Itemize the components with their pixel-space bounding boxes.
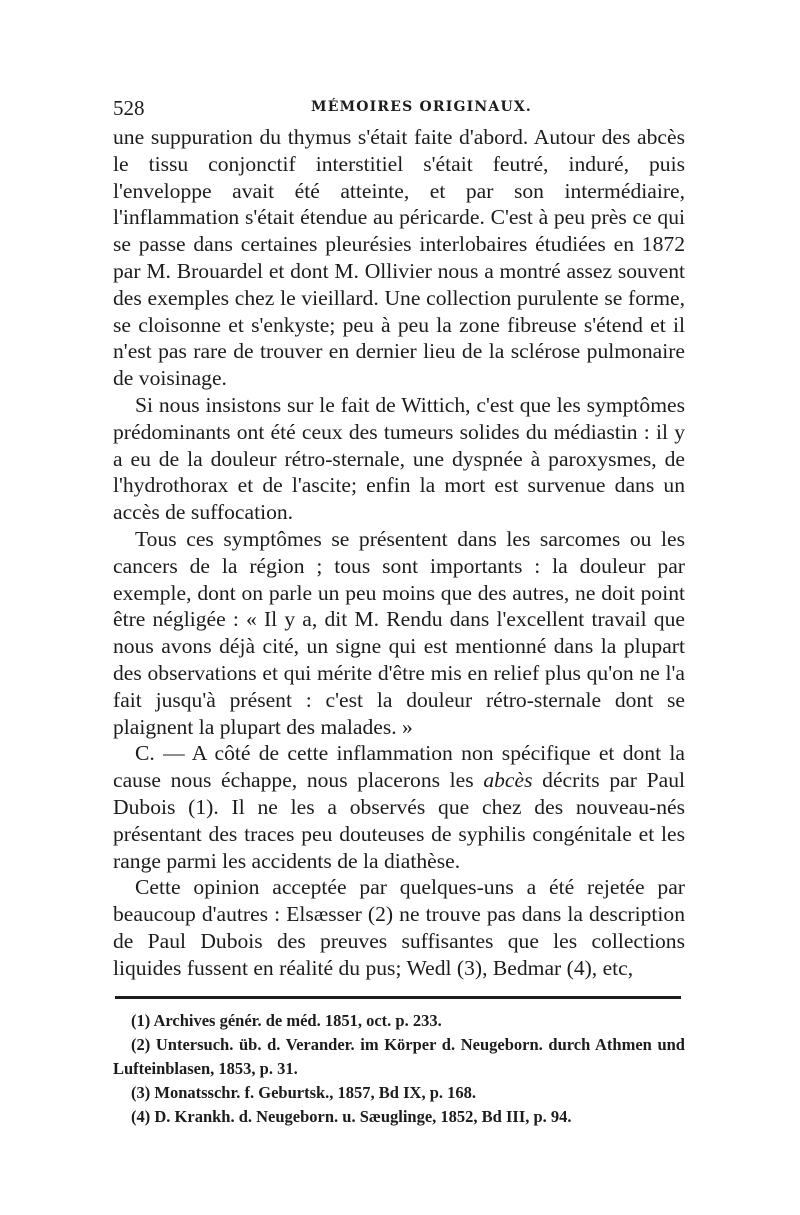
paragraph-text: décrits par Paul Dubois (1). Il ne les a observés que chez des nouveau-nés présentant des traces peu douteuses de syphilis congénitale et les range parmi les accidents de la diathèse.	[113, 768, 685, 873]
footnote-divider	[115, 996, 681, 999]
paragraph	[113, 740, 685, 874]
italic-term: abcès	[483, 768, 533, 793]
page-header	[113, 96, 685, 122]
footnote: (4) D. Krankh. d. Neugeborn. u. Sæuglinge, 1852, Bd III, p. 94.	[131, 1106, 572, 1126]
paragraph: Si nous insistons sur le fait de Wittich, c'est que les symptômes prédominants ont été ceux des tumeurs solides du médiastin : il y a eu de la douleur rétro-sternale, une dyspnée à paroxysmes, de l'hydrothorax et de l'ascite; enfin la mort est survenue dans un accès de suffocation.	[113, 392, 685, 525]
running-title: MÉMOIRES ORIGINAUX.	[311, 99, 532, 115]
footnote: (1) Archives génér. de méd. 1851, oct. p. 233.	[131, 1010, 442, 1030]
paragraph: Tous ces symptômes se présentent dans les sarcomes ou les cancers de la région ; tous sont importants : la douleur par exemple, dont on parle un peu moins que des autres, ne doit point être négligée : « Il y a, dit M. Rendu dans l'excellent travail que nous avons déjà cité, un signe qui est mentionné dans la plupart des observations et qui mérite d'être mis en relief plus qu'on ne l'a fait jusqu'à présent : c'est la douleur rétro-sternale dont se plaignent la plupart des malades. »	[113, 526, 685, 739]
main-text	[113, 124, 685, 982]
page-number: 528	[113, 96, 145, 120]
footnote: (3) Monatsschr. f. Geburtsk., 1857, Bd IX, p. 168.	[131, 1082, 477, 1102]
book-page	[113, 96, 685, 1129]
paragraph-text: C. — A côté de cette inflammation non spécifique et dont la cause nous échappe, nous placerons les	[113, 741, 685, 793]
footnotes	[113, 1009, 685, 1129]
paragraph: Cette opinion acceptée par quelques-uns a été rejetée par beaucoup d'autres : Elsæsser (2) ne trouve pas dans la description de Paul Dubois des preuves suffisantes que les collections liquides fussent en réalité du pus; Wedl (3), Bedmar (4), etc,	[113, 875, 685, 980]
footnote: (2) Untersuch. üb. d. Verander. im Körper d. Neugeborn. durch Athmen und Lufteinblasen, 1853, p. 31.	[113, 1034, 685, 1078]
paragraph: une suppuration du thymus s'était faite d'abord. Autour des abcès le tissu conjonctif interstitiel s'était feutré, induré, puis l'enveloppe avait été atteinte, et par son intermédiaire, l'inflammation s'était étendue au péricarde. C'est à peu près ce qui se passe dans certaines pleurésies interlobaires étudiées en 1872 par M. Brouardel et dont M. Ollivier nous a montré assez souvent des exemples chez le vieillard. Une collection purulente se forme, se cloisonne et s'enkyste; peu à peu la zone fibreuse s'étend et il n'est pas rare de trouver en dernier lieu de la sclérose pulmonaire de voisinage.	[113, 125, 685, 391]
